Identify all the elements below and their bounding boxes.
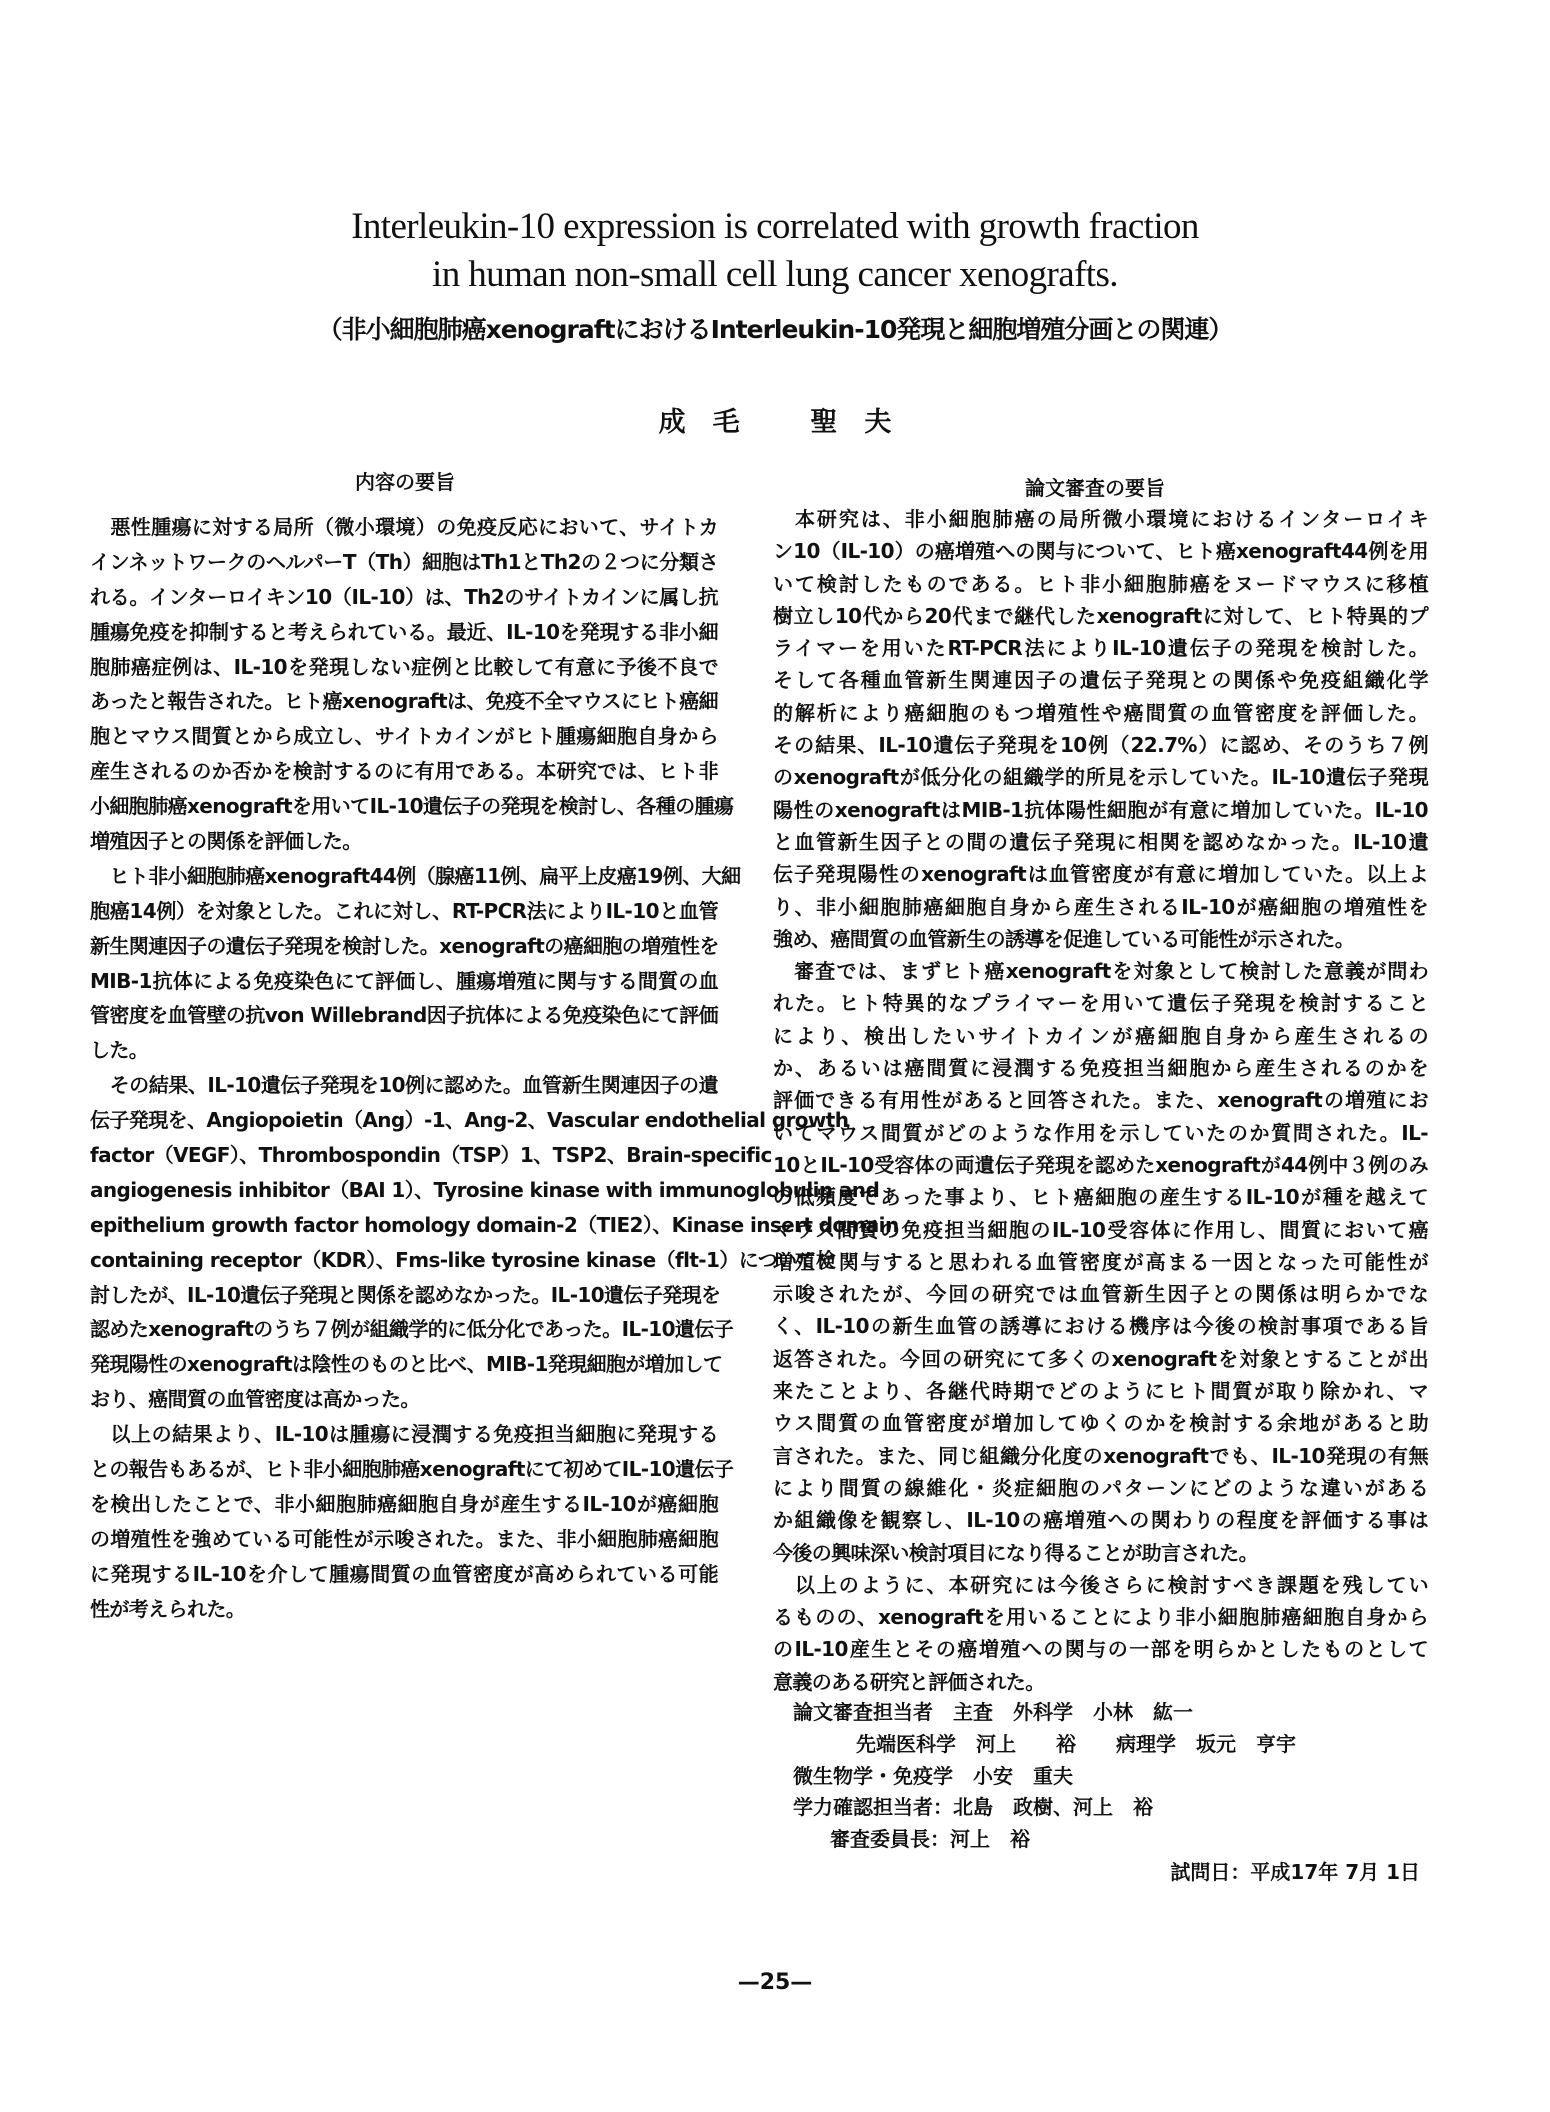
text-line: れる。インターロイキン10（IL-10）は、Th2のサイトカインに属し抗 (90, 584, 718, 609)
text-line: 以上の結果より、IL-10は腫瘍に浸潤する免疫担当細胞に発現する (90, 1422, 718, 1447)
text-line: く、IL-10の新生血管の誘導における機序は今後の検討事項である旨 (773, 1314, 1428, 1339)
text-line: るものの、xenograftを用いることにより非小細胞肺癌細胞自身から (773, 1605, 1428, 1630)
text-line: との報告もあるが、ヒト非小細胞肺癌xenograftにて初めてIL-10遺伝子 (90, 1457, 734, 1482)
text-line: 新生関連因子の遺伝子発現を検討した。xenograftの癌細胞の増殖性を (90, 933, 719, 958)
text-line: を検出したことで、非小細胞肺癌細胞自身が産生するIL-10が癌細胞 (90, 1491, 718, 1516)
text-line: ヒト非小細胞肺癌xenograft44例（腺癌11例、扁平上皮癌19例、大細 (90, 863, 741, 888)
text-line: に発現するIL-10を介して腫瘍間質の血管密度が高められている可能 (90, 1561, 718, 1586)
text-line: MIB-1抗体による免疫染色にて評価し、腫瘍増殖に関与する間質の血 (90, 968, 718, 993)
japanese-title: （非小細胞肺癌xenograftにおけるInterleukin-10発現と細胞増殖分画との関連） (317, 315, 1233, 344)
text-line: 伝子発現陽性のxenograftは血管密度が有意に増加していた。以上よ (773, 862, 1428, 887)
paragraph (90, 859, 741, 1068)
right-heading: 論文審査の要旨 (1025, 476, 1165, 500)
text-line: あったと報告された。ヒト癌xenograftは、免疫不全マウスにヒト癌細 (90, 689, 718, 714)
text-line: により間質の線維化・炎症細胞のパターンにどのような違いがある (773, 1475, 1428, 1500)
text-line: 腫瘍免疫を抑制すると考えられている。最近、IL-10を発現する非小細 (90, 619, 718, 644)
text-line: と血管新生因子との間の遺伝子発現に相関を認めなかった。IL-10遺 (773, 829, 1428, 854)
reviewer-line-5: 審査委員長：河上 裕 (830, 1827, 1030, 1851)
text-line: 胞肺癌症例は、IL-10を発現しない症例と比較して有意に予後不良で (90, 654, 718, 679)
author-given-name: 聖 夫 (810, 407, 892, 438)
text-line: そして各種血管新生関連因子の遺伝子発現との関係や免疫組織化学 (773, 668, 1428, 693)
text-line: り、非小細胞肺癌細胞自身から産生されるIL-10が癌細胞の増殖性を (773, 894, 1428, 919)
text-line: マウス間質の免疫担当細胞のIL-10受容体に作用し、間質において癌 (773, 1217, 1428, 1242)
paragraph (773, 1569, 1428, 1698)
text-line: factor（VEGF）、Thrombospondin（TSP）1、TSP2、Brain-specific (90, 1143, 772, 1168)
text-line: 管密度を血管壁の抗von Willebrand因子抗体による免疫染色にて評価 (90, 1003, 718, 1028)
text-line: containing receptor（KDR）、Fms-like tyrosine kinase（flt-1）について検 (90, 1247, 836, 1272)
author-family-name: 成 毛 (658, 407, 740, 438)
text-line: 意義のある研究と評価された。 (773, 1669, 1045, 1694)
text-line: 言された。また、同じ組織分化度のxenograftでも、IL-10発現の有無 (773, 1443, 1428, 1468)
text-line: 陽性のxenograftはMIB-1抗体陽性細胞が有意に増加していた。IL-10 (773, 797, 1428, 822)
paragraph (90, 1068, 899, 1417)
text-line: いて検討したものである。ヒト非小細胞肺癌をヌードマウスに移植 (773, 571, 1428, 596)
text-line: 増殖に関与すると思われる血管密度が高まる一因となった可能性が (773, 1249, 1428, 1274)
text-line: により、検出したいサイトカインが癌細胞自身から産生されるの (773, 1023, 1428, 1048)
reviewer-line-2: 先端医科学 河上 裕 病理学 坂元 亨宇 (856, 1732, 1296, 1756)
text-line: ン10（IL-10）の癌増殖への関与について、ヒト癌xenograft44例を用 (773, 539, 1428, 564)
text-line: その結果、IL-10遺伝子発現を10例に認めた。血管新生関連因子の遺 (90, 1073, 718, 1098)
paragraph (773, 503, 1428, 955)
reviewer-line-1: 論文審査担当者 主査 外科学 小林 紘一 (793, 1700, 1193, 1724)
text-line: 胞とマウス間質とから成立し、サイトカインがヒト腫瘍細胞自身から (90, 724, 718, 749)
text-line: か組織像を観察し、IL-10の癌増殖への関わりの程度を評価する事は (773, 1508, 1428, 1533)
text-line: 発現陽性のxenograftは陰性のものと比べ、MIB-1発現細胞が増加して (90, 1352, 723, 1377)
text-line: のxenograftが低分化の組織学的所見を示していた。IL-10遺伝子発現 (773, 765, 1428, 790)
text-line: 小細胞肺癌xenograftを用いてIL-10遺伝子の発現を検討し、各種の腫瘍 (90, 794, 734, 819)
text-line: 伝子発現を、Angiopoietin（Ang）-1、Ang-2、Vascular endothelial growth (90, 1108, 849, 1133)
text-line: いてマウス間質がどのような作用を示していたのか質問された。IL- (773, 1120, 1428, 1145)
text-line: 来たことより、各継代時期でどのようにヒト間質が取り除かれ、マ (773, 1379, 1428, 1404)
text-line: 産生されるのか否かを検討するのに有用である。本研究では、ヒト非 (90, 759, 718, 784)
text-line: 以上のように、本研究には今後さらに検討すべき課題を残してい (773, 1572, 1428, 1597)
content-summary-column (90, 510, 899, 1627)
text-line: 悪性腫瘍に対する局所（微小環境）の免疫反応において、サイトカ (90, 515, 718, 539)
reviewer-line-4: 学力確認担当者：北島 政樹、河上 裕 (793, 1795, 1153, 1819)
text-line: 今後の興味深い検討項目になり得ることが助言された。 (773, 1540, 1258, 1565)
text-line: 討したが、IL-10遺伝子発現と関係を認めなかった。IL-10遺伝子発現を (90, 1282, 721, 1307)
text-line: のIL-10産生とその癌増殖への関与の一部を明らかとしたものとして (773, 1637, 1428, 1662)
text-line: 評価できる有用性があると回答された。また、xenograftの増殖にお (773, 1088, 1428, 1113)
review-summary-column (773, 503, 1428, 1698)
paragraph (90, 510, 734, 859)
text-line: epithelium growth factor homology domain-2（TIE2）、Kinase insert domain (90, 1212, 899, 1237)
paragraph (773, 955, 1428, 1569)
text-line: 的解析により癌細胞のもつ増殖性や癌間質の血管密度を評価した。 (773, 700, 1428, 725)
text-line: 10とIL-10受容体の両遺伝子発現を認めたxenograftが44例中３例のみ (773, 1152, 1428, 1177)
paragraph (90, 1417, 734, 1626)
text-line: の低頻度であった事より、ヒト癌細胞の産生するIL-10が種を越えて (773, 1185, 1428, 1210)
title-line-2: in human non-small cell lung cancer xenografts. (432, 254, 1118, 295)
title-line-1: Interleukin-10 expression is correlated with growth fraction (351, 206, 1199, 247)
text-line: おり、癌間質の血管密度は高かった。 (90, 1387, 420, 1412)
text-line: ライマーを用いたRT-PCR法によりIL-10遺伝子の発現を検討した。 (773, 636, 1428, 661)
text-line: した。 (90, 1038, 149, 1063)
text-line: 胞癌14例）を対象とした。これに対し、RT-PCR法によりIL-10と血管 (90, 898, 718, 923)
text-line: か、あるいは癌間質に浸潤する免疫担当細胞から産生されるのかを (773, 1056, 1428, 1081)
text-line: 示唆されたが、今回の研究では血管新生因子との関係は明らかでな (773, 1282, 1428, 1307)
reviewer-line-3: 微生物学・免疫学 小安 重夫 (793, 1764, 1073, 1788)
text-line: 認めたxenograftのうち７例が組織学的に低分化であった。IL-10遺伝子 (90, 1317, 734, 1342)
text-line: 樹立し10代から20代まで継代したxenograftに対して、ヒト特異的プ (773, 603, 1428, 628)
text-line: ウス間質の血管密度が増加してゆくのかを検討する余地があると助 (773, 1411, 1428, 1436)
text-line: 強め、癌間質の血管新生の誘導を促進している可能性が示された。 (773, 926, 1355, 951)
text-line: 返答された。今回の研究にて多くのxenograftを対象とすることが出 (773, 1346, 1428, 1371)
text-line: 増殖因子との関係を評価した。 (90, 829, 362, 854)
text-line: れた。ヒト特異的なプライマーを用いて遺伝子発現を検討すること (773, 991, 1428, 1016)
page-number: —25— (737, 1970, 813, 1995)
text-line: angiogenesis inhibitor（BAI 1）、Tyrosine kinase with immunoglobulin and (90, 1177, 880, 1202)
text-line: その結果、IL-10遺伝子発現を10例（22.7%）に認め、そのうち７例 (773, 733, 1428, 758)
text-line: 本研究は、非小細胞肺癌の局所微小環境におけるインターロイキ (773, 507, 1428, 531)
author-name (0, 400, 1550, 439)
exam-date: 試問日：平成17年 7月 1日 (1170, 1860, 1420, 1884)
text-line: の増殖性を強めている可能性が示唆された。また、非小細胞肺癌細胞 (90, 1526, 718, 1551)
text-line: 性が考えられた。 (90, 1596, 246, 1621)
text-line: インネットワークのヘルパーT（Th）細胞はTh1とTh2の２つに分類さ (90, 549, 718, 574)
left-heading: 内容の要旨 (355, 470, 455, 494)
text-line: 審査では、まずヒト癌xenograftを対象として検討した意義が問わ (773, 959, 1428, 984)
